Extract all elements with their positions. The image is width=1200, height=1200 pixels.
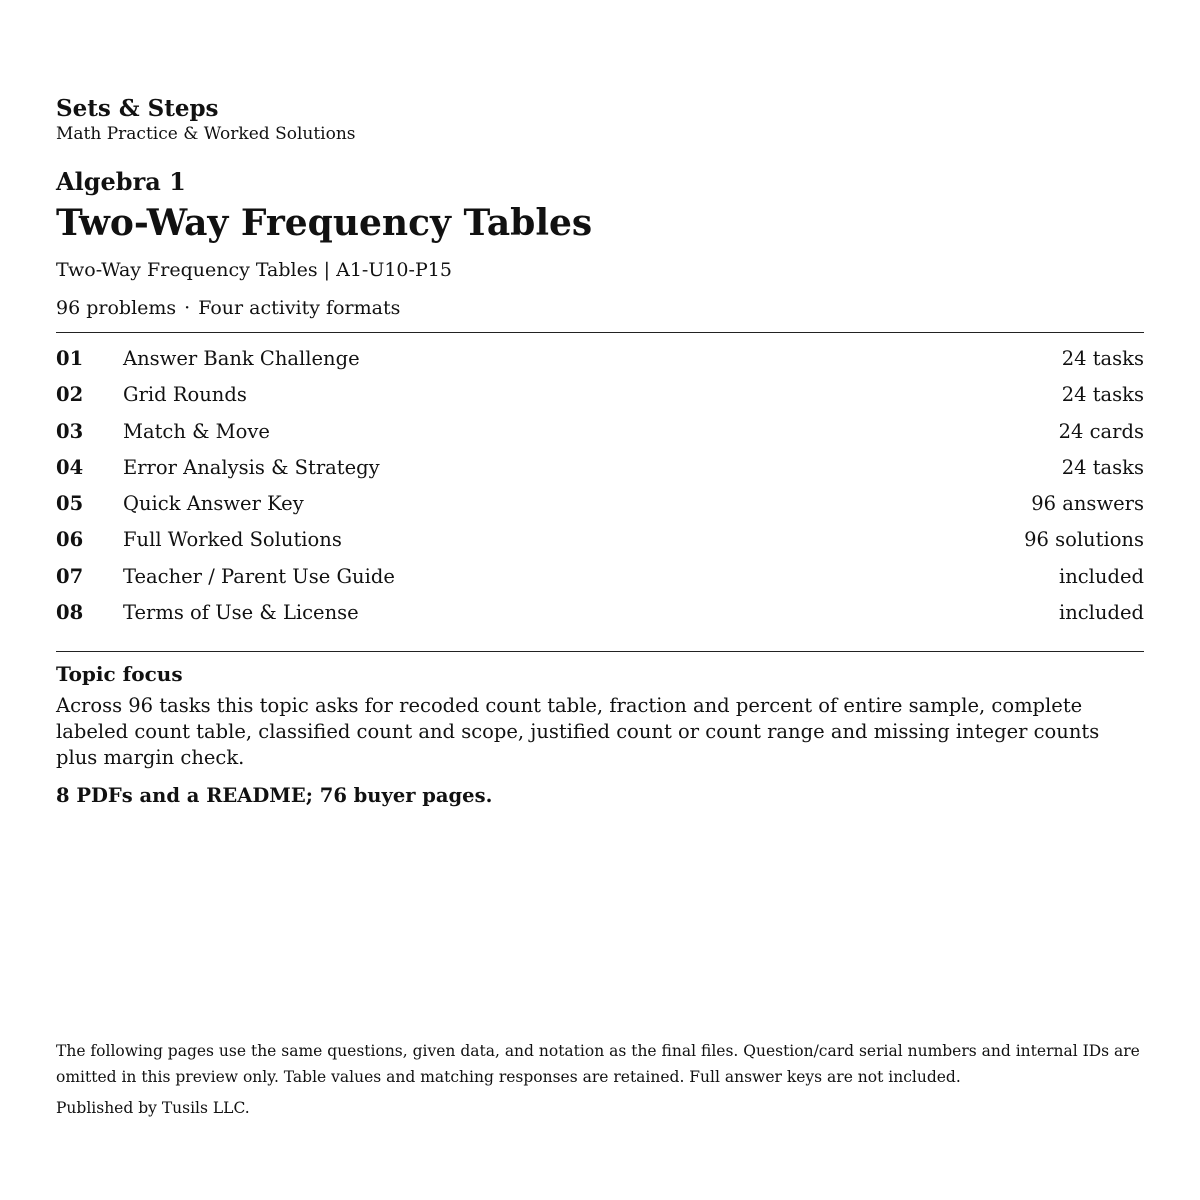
contents-label: Quick Answer Key bbox=[123, 492, 304, 516]
contents-row bbox=[56, 595, 1144, 631]
contents-label: Full Worked Solutions bbox=[123, 528, 342, 552]
contents-number: 06 bbox=[56, 528, 84, 552]
contents-list bbox=[56, 341, 1144, 631]
contents-count: 24 tasks bbox=[1061, 455, 1144, 479]
contents-number: 02 bbox=[56, 383, 84, 407]
contents-number: 01 bbox=[56, 347, 84, 370]
topic-focus-text: Across 96 tasks this topic asks for recoded count table, fraction and percent of entire sample, complete labeled count table, classified count and scope, justified count or count range and missing integer counts plus margin check. bbox=[56, 694, 1100, 770]
contents-row bbox=[56, 450, 1144, 486]
contents-label: Grid Rounds bbox=[123, 383, 247, 407]
footer bbox=[56, 1038, 1146, 1119]
contents-number: 07 bbox=[56, 564, 84, 588]
contents-label: Terms of Use & License bbox=[123, 601, 359, 625]
contents-row bbox=[56, 377, 1144, 413]
contents-row bbox=[56, 559, 1144, 595]
contents-count: 96 solutions bbox=[1024, 528, 1144, 552]
contents-count: 24 tasks bbox=[1061, 383, 1144, 407]
brand-tagline: Math Practice & Worked Solutions bbox=[56, 124, 356, 144]
product-summary bbox=[56, 295, 1144, 321]
contents-count: 96 answers bbox=[1031, 492, 1144, 516]
course-name: Algebra 1 bbox=[56, 167, 186, 196]
contents-count: 24 cards bbox=[1058, 419, 1144, 443]
contents-count: 24 tasks bbox=[1061, 347, 1144, 370]
summary-separator: · bbox=[184, 297, 191, 319]
contents-count: included bbox=[1058, 601, 1144, 625]
contents-label: Error Analysis & Strategy bbox=[123, 455, 380, 479]
preview-note: The following pages use the same questions, given data, and notation as the final files. Question/card serial numbers and internal IDs are omitted in this preview only. Table values and matching responses are retained. Full answer keys are not included. bbox=[56, 1042, 1140, 1086]
contents-label: Match & Move bbox=[123, 419, 270, 443]
activity-formats: Four activity formats bbox=[198, 297, 401, 319]
contents-label: Answer Bank Challenge bbox=[123, 347, 360, 370]
publisher-line: Published by Tusils LLC. bbox=[56, 1099, 250, 1117]
contents-number: 05 bbox=[56, 492, 84, 516]
contents-number: 08 bbox=[56, 601, 84, 625]
contents-top-divider bbox=[56, 332, 1144, 333]
contents-number: 04 bbox=[56, 455, 84, 479]
problem-count: 96 problems bbox=[56, 297, 177, 319]
contents-row bbox=[56, 341, 1144, 377]
contents-count: included bbox=[1058, 564, 1144, 588]
contents-row bbox=[56, 486, 1144, 522]
page-title: Two-Way Frequency Tables bbox=[56, 202, 593, 244]
contents-label: Teacher / Parent Use Guide bbox=[123, 564, 395, 588]
product-code-line: Two-Way Frequency Tables | A1-U10-P15 bbox=[56, 259, 452, 281]
contents-number: 03 bbox=[56, 419, 84, 443]
files-summary: 8 PDFs and a README; 76 buyer pages. bbox=[56, 784, 493, 808]
brand-name: Sets & Steps bbox=[56, 95, 219, 122]
contents-row bbox=[56, 522, 1144, 558]
product-cover bbox=[56, 95, 1144, 809]
contents-bottom-divider bbox=[56, 651, 1144, 652]
topic-focus-heading: Topic focus bbox=[56, 662, 183, 687]
contents-row bbox=[56, 414, 1144, 450]
